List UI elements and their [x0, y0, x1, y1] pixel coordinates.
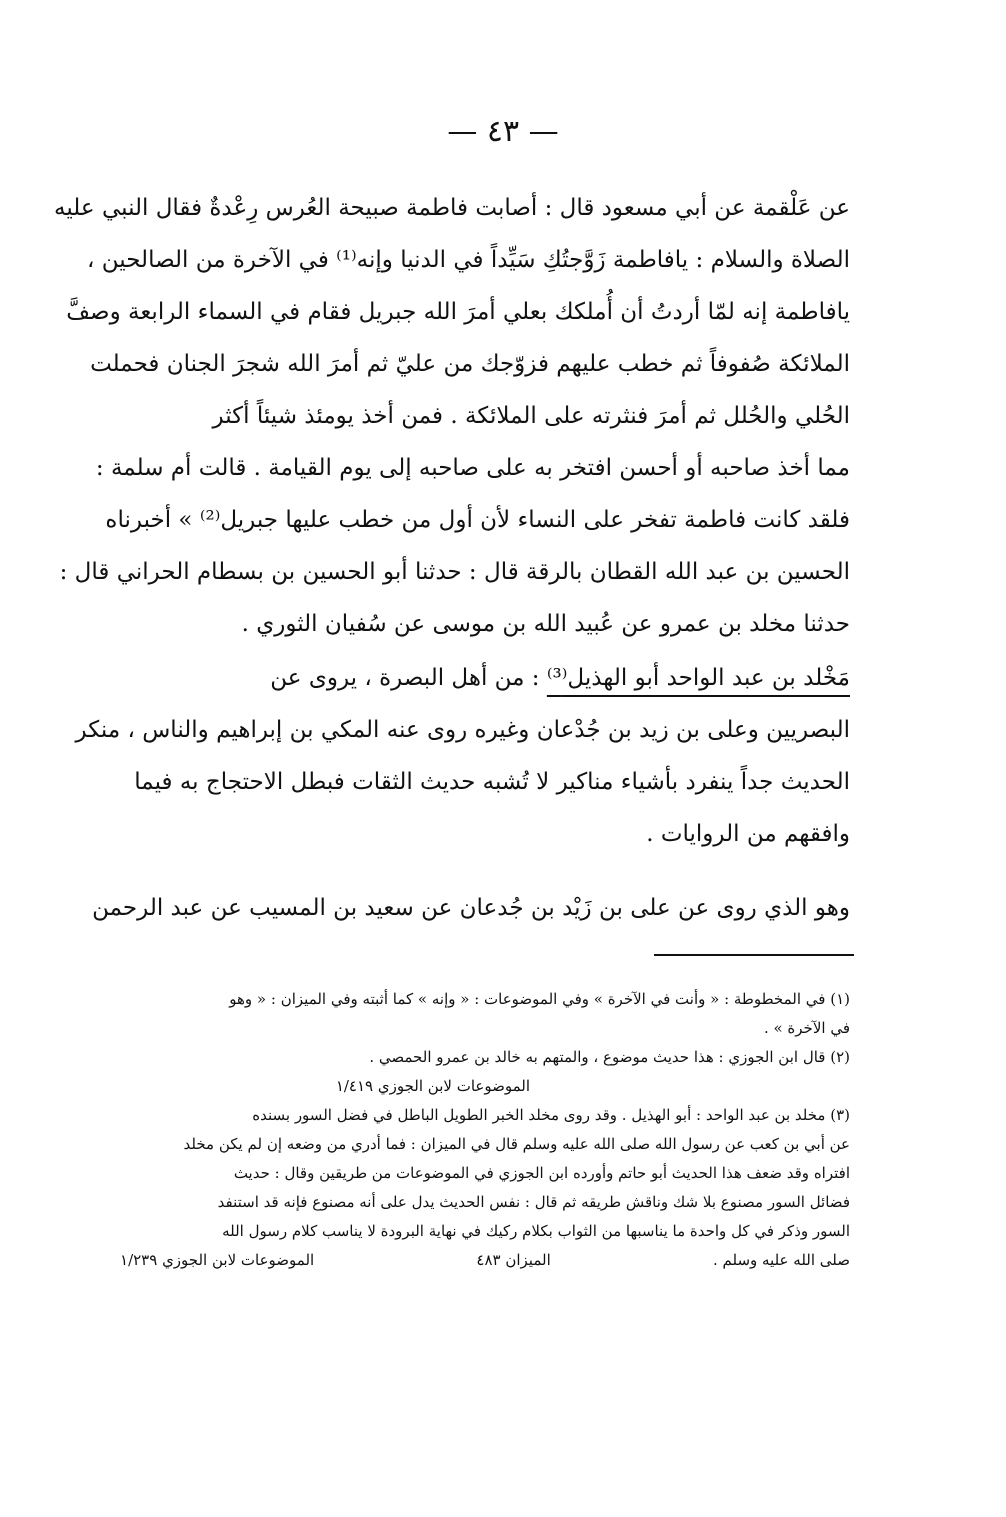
- text-line: وافقهم من الروايات .: [646, 821, 850, 847]
- paragraph-hadith: [54, 182, 850, 650]
- paragraph-continuation: [92, 882, 850, 934]
- text-line: الحديث جداً ينفرد بأشياء مناكير لا تُشبه حديث الثقات فبطل الاحتجاج به فيما: [134, 769, 850, 795]
- footnote-reference: الموضوعات لابن الجوزي ١/٢٣٩: [120, 1251, 315, 1269]
- text-line: حدثنا مخلد بن عمرو عن عُبيد الله بن موسى عن سُفيان الثوري .: [241, 611, 850, 637]
- text-line: [120, 652, 850, 704]
- text-line: الصلاة والسلام : يافاطمة زَوَّجتُكِ سَيِّداً في الدنيا وإنه⁽¹⁾ في الآخرة من الصالحين ،: [87, 247, 850, 273]
- text-line: وهو الذي روى عن على بن زَيْد بن جُدعان عن سعيد بن المسيب عن عبد الرحمن: [92, 895, 850, 921]
- page-number: — ٤٣ —: [447, 114, 559, 149]
- text-line: مما أخذ صاحبه أو أحسن افتخر به على صاحبه إلى يوم القيامة . قالت أم سلمة :: [95, 455, 850, 481]
- footnote-line: عن أبي بن كعب عن رسول الله صلى الله عليه وسلم قال في الميزان : فما أدري من وضعه إن لم يكن مخلد: [183, 1135, 850, 1153]
- footnotes: [120, 985, 850, 1275]
- footnote-reference: الميزان ٤٨٣: [476, 1251, 551, 1269]
- footnote-reference: الموضوعات لابن الجوزي ١/٤١٩: [335, 1077, 530, 1095]
- text-line: الحُلي والحُلل ثم أمرَ فنثرته على الملائكة . فمن أخذ يومئذ شيئاً أكثر: [212, 403, 850, 429]
- footnote-divider: [654, 954, 854, 956]
- footnote-line: السور وذكر في كل واحدة ما يناسبها من الثواب بكلام ركيك في نهاية البرودة لا يناسب كلام رسول الله: [222, 1222, 850, 1240]
- footnote-line: (٢) قال ابن الجوزي : هذا حديث موضوع ، والمتهم به خالد بن عمرو الحمصي .: [369, 1048, 850, 1066]
- footnote-line: (٣) مخلد بن عبد الواحد : أبو الهذيل . وقد روى مخلد الخبر الطويل الباطل في فضل السور بسنده: [252, 1106, 850, 1124]
- text-line: البصريين وعلى بن زيد بن جُدْعان وغيره روى عنه المكي بن إبراهيم والناس ، منكر: [75, 717, 850, 743]
- text-line: الحسين بن عبد الله القطان بالرقة قال : حدثنا أبو الحسين بن بسطام الحراني قال :: [59, 559, 850, 585]
- footnote-line: افتراه وقد ضعف هذا الحديث أبو حاتم وأورده ابن الجوزي في الموضوعات من طريقين وقال : حديث: [233, 1164, 850, 1182]
- entry-name: مَخْلد بن عبد الواحد أبو الهذيل⁽³⁾: [546, 665, 850, 691]
- text-line: فلقد كانت فاطمة تفخر على النساء لأن أول من خطب عليها جبريل⁽²⁾ » أخبرناه: [105, 507, 850, 533]
- text-line: عن عَلْقمة عن أبي مسعود قال : أصابت فاطمة صبيحة العُرس رِعْدةٌ فقال النبي عليه: [54, 195, 850, 221]
- footnote-last-line: [120, 1246, 850, 1275]
- footnote-line: (١) في المخطوطة : « وأنت في الآخرة » وفي الموضوعات : « وإنه » كما أثبته وفي الميزان : « وهو: [229, 990, 850, 1008]
- footnote-line: فضائل السور مصنوع بلا شك وناقش طريقه ثم قال : نفس الحديث يدل على أنه مصنوع فإنه قد استنفد: [217, 1193, 850, 1211]
- text-line: يافاطمة إنه لمّا أردتُ أن أُملكك بعلي أمرَ الله جبريل فقام في السماء الرابعة وصفَّ: [66, 299, 850, 325]
- paragraph-biography: [75, 652, 850, 860]
- footnote-line: في الآخرة » .: [763, 1019, 850, 1037]
- entry-description: : من أهل البصرة ، يروى عن: [270, 665, 547, 691]
- text-line: الملائكة صُفوفاً ثم خطب عليهم فزوّجك من عليّ ثم أمرَ الله شجرَ الجنان فحملت: [90, 351, 850, 377]
- footnote-text: صلى الله عليه وسلم .: [712, 1251, 850, 1269]
